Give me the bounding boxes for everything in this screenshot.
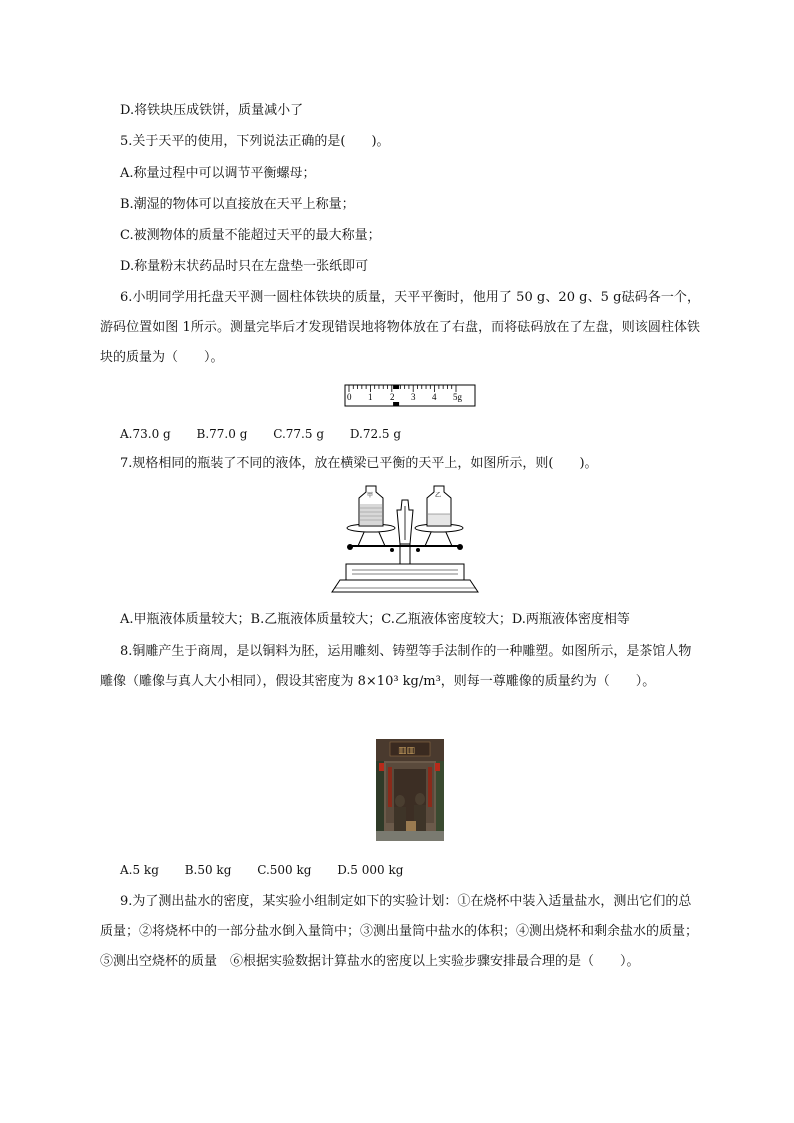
bottle-jia: [359, 486, 383, 526]
q8-stem: 8.铜雕产生于商周，是以铜料为胚，运用雕刻、铸塑等手法制作的一种雕塑。如图所示，是茶馆人物雕像（雕像与真人大小相同），假设其密度为 8×10³ kg/m³，则每一尊雕像的质量约为（ ）。: [100, 644, 692, 689]
q8-options: [120, 863, 425, 877]
q6-stem: 6.小明同学用托盘天平测一圆柱体铁块的质量，天平平衡时，他用了 50 g、20 g、5 g砝码各一个，游码位置如图 1所示。测量完毕后才发现错误地将物体放在了右盘，而将砝码放在了左盘，则该圆柱体铁块的质量为（ ）。: [100, 290, 700, 365]
bottle-label-jia: 甲: [367, 492, 374, 499]
ruler-label-1: 1: [368, 392, 373, 402]
ruler-label-2: 2: [390, 392, 395, 402]
bottle-label-yi: 乙: [435, 492, 442, 499]
q6-option-b: B.77.0 g: [196, 427, 248, 441]
q5-stem: 5.关于天平的使用，下列说法正确的是( )。: [120, 134, 390, 149]
ruler-label-3: 3: [411, 392, 416, 402]
copper-statue-photo: [376, 739, 444, 841]
q8-option-c: C.500 kg: [257, 863, 312, 877]
balance-figure: [330, 484, 480, 596]
svg-text:▥▥: ▥▥: [398, 746, 416, 756]
q5-option-c: C.被测物体的质量不能超过天平的最大称量；: [120, 228, 381, 243]
q4-option-d: D.将铁块压成铁饼，质量减小了: [120, 103, 304, 118]
q8-option-a: A.5 kg: [120, 863, 159, 877]
q8-option-d: D.5 000 kg: [337, 863, 404, 877]
bottle-yi: [427, 486, 451, 526]
ruler-label-5g: 5g: [453, 392, 462, 402]
ruler-label-4: 4: [432, 392, 437, 402]
q7-options: A.甲瓶液体质量较大；B.乙瓶液体质量较大；C.乙瓶液体密度较大；D.两瓶液体密度相等: [120, 612, 630, 627]
q9-stem: 9.为了测出盐水的密度，某实验小组制定如下的实验计划：①在烧杯中装入适量盐水，测出它们的总质量；②将烧杯中的一部分盐水倒入量筒中；③测出量筒中盐水的体积；④测出烧杯和剩余盐水的质量；⑤测出空烧杯的质量 ⑥根据实验数据计算盐水的密度以上实验步骤安排最合理的是（ ）。: [100, 894, 699, 969]
q6-options: [120, 427, 423, 441]
q5-option-b: B.潮湿的物体可以直接放在天平上称量；: [120, 197, 355, 212]
q6-option-d: D.72.5 g: [349, 427, 402, 441]
q6-option-a: A.73.0 g: [120, 427, 171, 441]
q6-option-c: C.77.5 g: [273, 427, 325, 441]
q8-option-b: B.50 kg: [184, 863, 232, 877]
rider-ruler-figure: [344, 384, 476, 408]
rider-marker: [393, 385, 399, 389]
q5-option-d: D.称量粉末状药品时只在左盘垫一张纸即可: [120, 259, 369, 274]
rider-marker-bottom: [393, 402, 399, 406]
q7-stem: 7.规格相同的瓶装了不同的液体，放在横梁已平衡的天平上，如图所示，则( )。: [120, 456, 598, 471]
ruler-label-0: 0: [347, 392, 352, 402]
q5-option-a: A.称量过程中可以调节平衡螺母；: [120, 166, 316, 181]
